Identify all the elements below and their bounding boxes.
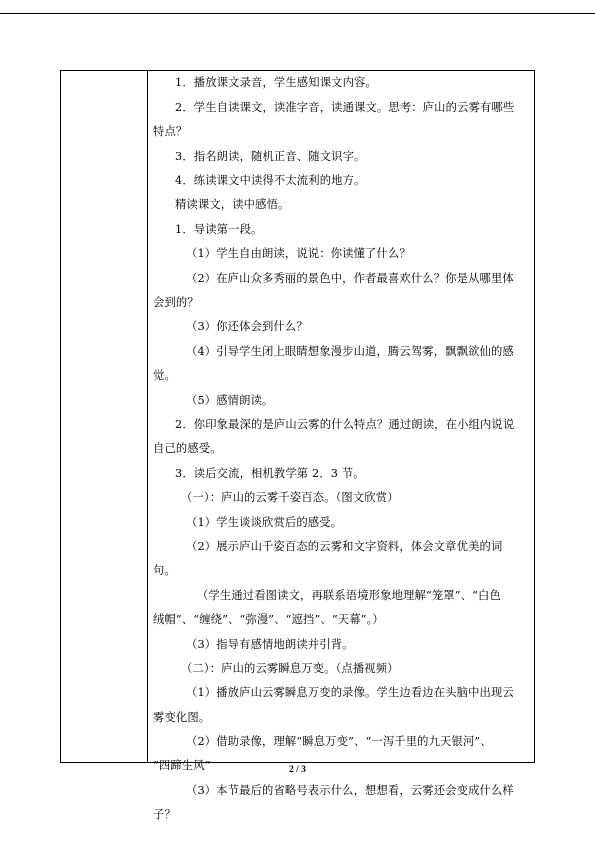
text-line: （学生通过看图读文，再联系语境形象地理解“笼罩”、“白色 [197, 589, 501, 602]
text-line: 觉。 [153, 369, 176, 382]
text-line: （2）展示庐山千姿百态的云雾和文字资料，体会文章优美的词 [186, 540, 503, 553]
text-line: （3）你还体会到什么？ [186, 320, 308, 333]
text-line: （3）指导有感情地朗读并引背。 [186, 638, 354, 651]
text-line: 4．练读课文中读得不太流利的地方。 [175, 174, 366, 187]
header-rule [0, 13, 595, 14]
text-line: 3．指名朗读，随机正音、随文识字。 [175, 150, 366, 163]
text-line: 子？ [153, 808, 176, 821]
text-line: （4）引导学生闭上眼睛想象漫步山道，腾云驾雾，飘飘欲仙的感 [186, 345, 514, 358]
text-line: （2）在庐山众多秀丽的景色中，作者最喜欢什么？你是从哪里体 [186, 272, 514, 285]
page-number: 2 / 3 [289, 765, 306, 775]
text-line: （1）学生自由朗读，说说：你读懂了什么？ [186, 247, 411, 260]
text-line: 2．学生自读课文，读准字音，读通课文。思考：庐山的云雾有哪些 [175, 101, 515, 114]
text-line: （2）借助录像，理解“瞬息万变”、“一泻千里的九天银河”、 [186, 735, 492, 748]
text-line: 雾变化图。 [153, 711, 211, 724]
text-line: 2．你印象最深的是庐山云雾的什么特点？通过朗读，在小组内说说 [175, 418, 515, 431]
text-line: （二）：庐山的云雾瞬息万变。（点播视频） [181, 662, 399, 675]
text-line: （一）：庐山的云雾千姿百态。（图文欣赏） [181, 491, 399, 504]
text-line: 1．播放课文录音，学生感知课文内容。 [175, 76, 377, 89]
text-line: （1）播放庐山云雾瞬息万变的录像。学生边看边在头脑中出现云 [186, 686, 514, 699]
text-line: 句。 [153, 564, 176, 577]
text-line: （5）感情朗读。 [186, 394, 274, 407]
text-line: 3．读后交流，相机教学第 2．3 节。 [175, 467, 365, 480]
text-line: （1）学生谈谈欣赏后的感受。 [186, 516, 343, 529]
text-line: （3）本节最后的省略号表示什么，想想看，云雾还会变成什么样 [186, 784, 514, 797]
text-line: 特点？ [153, 125, 188, 138]
table-column-divider [147, 70, 148, 763]
text-line: 精读课文，读中感悟。 [175, 198, 290, 211]
text-line: 1．导读第一段。 [175, 223, 263, 236]
text-line: “四蹄生风” [153, 759, 211, 772]
text-line: 自己的感受。 [153, 442, 222, 455]
text-line: 会到的？ [153, 296, 199, 309]
text-line: 绒帽”、“缠绕”、“弥漫”、“遮挡”、“天幕”。） [153, 613, 384, 626]
